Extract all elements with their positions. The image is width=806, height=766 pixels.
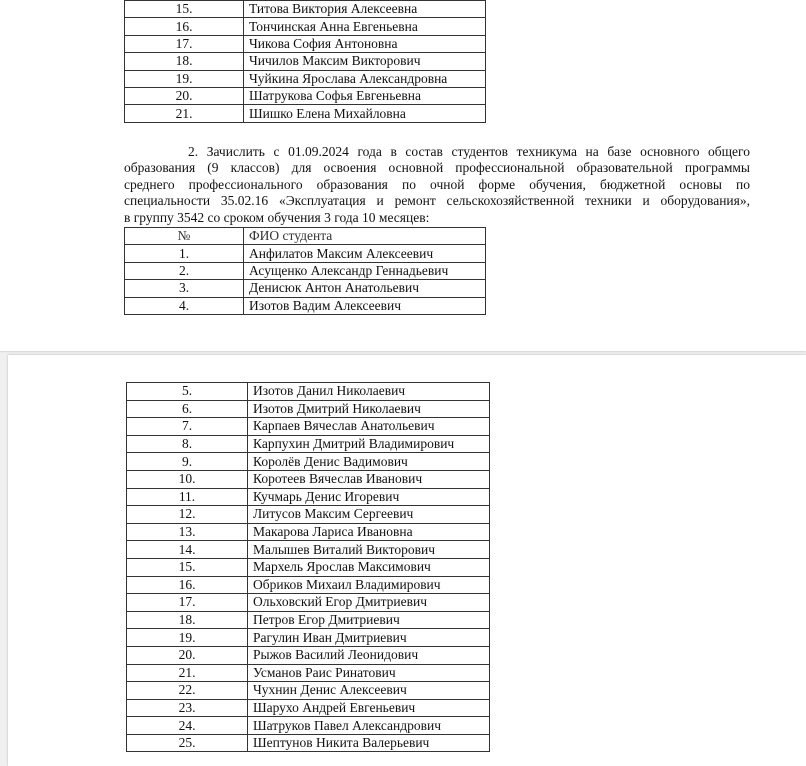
row-number: 17. xyxy=(125,35,244,52)
student-name: Обриков Михаил Владимирович xyxy=(248,576,490,594)
row-number: 9. xyxy=(127,453,248,471)
student-name: Чикова София Антоновна xyxy=(244,35,486,52)
row-number: 16. xyxy=(125,18,244,35)
row-number: 18. xyxy=(127,611,248,629)
student-name: Шатрукова Софья Евгеньевна xyxy=(244,87,486,104)
table-row xyxy=(125,1,486,18)
student-name: Чухнин Денис Алексеевич xyxy=(248,682,490,700)
paragraph-line: в группу 3542 со сроком обучения 3 года 10 месяцев: xyxy=(124,209,430,225)
student-name: Шептунов Никита Валерьевич xyxy=(248,734,490,752)
table-row xyxy=(127,418,490,436)
row-number: 4. xyxy=(125,297,244,314)
paragraph-line: специальности 35.02.16 «Эксплуатация и ремонт сельскохозяйственной техники и оборудования», xyxy=(124,193,750,209)
table-row xyxy=(125,35,486,52)
student-name: Асущенко Александр Геннадьевич xyxy=(244,262,486,279)
student-name: Изотов Дмитрий Николаевич xyxy=(248,400,490,418)
table-row xyxy=(127,717,490,735)
student-name: Изотов Данил Николаевич xyxy=(248,383,490,401)
student-name: Анфилатов Максим Алексеевич xyxy=(244,245,486,262)
student-name: Рагулин Иван Дмитриевич xyxy=(248,629,490,647)
student-name: Ольховский Егор Дмитриевич xyxy=(248,594,490,612)
row-number: 13. xyxy=(127,523,248,541)
student-name: Шишко Елена Михайловна xyxy=(244,105,486,122)
student-name: Чичилов Максим Викторович xyxy=(244,53,486,70)
student-name: Шарухо Андрей Евгеньевич xyxy=(248,699,490,717)
table-row xyxy=(127,506,490,524)
document-page-1 xyxy=(0,0,806,351)
student-table-group-continued xyxy=(126,382,490,752)
row-number: 1. xyxy=(125,245,244,262)
row-number: 23. xyxy=(127,699,248,717)
row-number: 25. xyxy=(127,734,248,752)
table-row xyxy=(127,435,490,453)
table-row xyxy=(125,87,486,104)
row-number: 19. xyxy=(125,70,244,87)
table-row xyxy=(127,383,490,401)
student-name: Чуйкина Ярослава Александровна xyxy=(244,70,486,87)
row-number: 2. xyxy=(125,262,244,279)
row-number: 3. xyxy=(125,280,244,297)
student-name: Петров Егор Дмитриевич xyxy=(248,611,490,629)
row-number: 21. xyxy=(127,664,248,682)
student-name: Тончинская Анна Евгеньевна xyxy=(244,18,486,35)
table-row xyxy=(127,629,490,647)
enrollment-paragraph xyxy=(124,144,750,226)
student-name: Титова Виктория Алексеевна xyxy=(244,1,486,18)
row-number: 10. xyxy=(127,470,248,488)
student-name: Коротеев Вячеслав Иванович xyxy=(248,470,490,488)
table-row xyxy=(127,470,490,488)
row-number: 15. xyxy=(125,1,244,18)
row-number: 24. xyxy=(127,717,248,735)
student-table-group xyxy=(124,227,486,315)
table-row xyxy=(127,453,490,471)
row-number: 15. xyxy=(127,558,248,576)
student-name: Изотов Вадим Алексеевич xyxy=(244,297,486,314)
row-number: 7. xyxy=(127,418,248,436)
table-header-row xyxy=(125,228,486,245)
row-number: 20. xyxy=(127,646,248,664)
student-name: Денисюк Антон Анатольевич xyxy=(244,280,486,297)
row-number: 6. xyxy=(127,400,248,418)
row-number: 20. xyxy=(125,87,244,104)
table-row xyxy=(127,734,490,752)
table-row xyxy=(125,297,486,314)
table-row xyxy=(125,70,486,87)
student-name: Литусов Максим Сергеевич xyxy=(248,506,490,524)
table-row xyxy=(125,53,486,70)
table-row xyxy=(127,682,490,700)
student-name: Рыжов Василий Леонидович xyxy=(248,646,490,664)
table-row xyxy=(127,523,490,541)
student-name: Карпухин Дмитрий Владимирович xyxy=(248,435,490,453)
student-name: Королёв Денис Вадимович xyxy=(248,453,490,471)
row-number: 22. xyxy=(127,682,248,700)
student-table-previous-body xyxy=(125,1,486,123)
table-row xyxy=(127,576,490,594)
table-row xyxy=(127,541,490,559)
paragraph-line: образования (9 классов) для освоения основной профессиональной образовательной программы xyxy=(124,160,750,176)
table-row xyxy=(127,488,490,506)
paragraph-line: 2. Зачислить с 01.09.2024 года в состав студентов техникума на базе основного общего xyxy=(188,144,750,159)
student-name: Малышев Виталий Викторович xyxy=(248,541,490,559)
row-number: 5. xyxy=(127,383,248,401)
table-row xyxy=(127,594,490,612)
table-row xyxy=(125,245,486,262)
student-table-previous xyxy=(124,0,486,123)
student-table-group-body xyxy=(125,228,486,315)
row-number: 21. xyxy=(125,105,244,122)
student-name: Шатруков Павел Александрович xyxy=(248,717,490,735)
row-number: 14. xyxy=(127,541,248,559)
table-row xyxy=(125,280,486,297)
student-name: Кучмарь Денис Игоревич xyxy=(248,488,490,506)
student-name: Мархель Ярослав Максимович xyxy=(248,558,490,576)
header-student-name: ФИО студента xyxy=(244,228,486,245)
table-row xyxy=(127,558,490,576)
row-number: 12. xyxy=(127,506,248,524)
student-name: Макарова Лариса Ивановна xyxy=(248,523,490,541)
row-number: 19. xyxy=(127,629,248,647)
row-number: 8. xyxy=(127,435,248,453)
table-row xyxy=(127,611,490,629)
student-name: Усманов Раис Ринатович xyxy=(248,664,490,682)
header-number: № xyxy=(125,228,244,245)
table-row xyxy=(125,18,486,35)
table-row xyxy=(127,400,490,418)
row-number: 11. xyxy=(127,488,248,506)
table-row xyxy=(125,262,486,279)
student-name: Карпаев Вячеслав Анатольевич xyxy=(248,418,490,436)
row-number: 18. xyxy=(125,53,244,70)
student-table-group-continued-body xyxy=(127,383,490,752)
table-row xyxy=(127,699,490,717)
paragraph-line: среднего профессионального образования по очной форме обучения, бюджетной основы по xyxy=(124,176,750,192)
row-number: 16. xyxy=(127,576,248,594)
row-number: 17. xyxy=(127,594,248,612)
table-row xyxy=(127,664,490,682)
table-row xyxy=(125,105,486,122)
table-row xyxy=(127,646,490,664)
